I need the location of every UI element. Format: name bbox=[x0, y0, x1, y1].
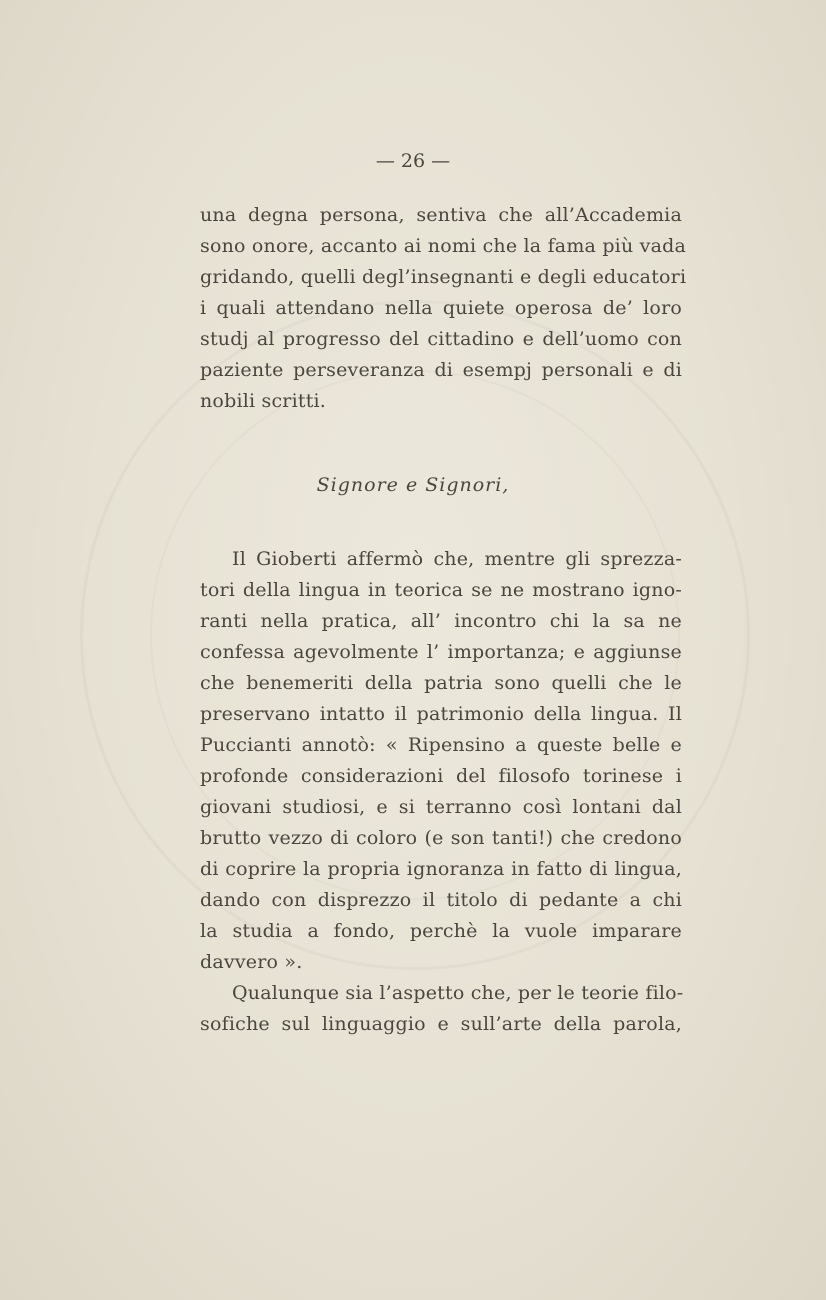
text-line: sono onore, accanto ai nomi che la fama più vada bbox=[200, 235, 686, 257]
text-line: giovani studiosi, e si terranno così lontani dal bbox=[200, 796, 682, 818]
text-line: paziente perseveranza di esempj personali e di bbox=[200, 359, 682, 381]
text-line: che benemeriti della patria sono quelli che le bbox=[200, 672, 682, 694]
text-line: studj al progresso del cittadino e dell’uomo con bbox=[200, 328, 682, 350]
text-line: nobili scritti. bbox=[200, 390, 327, 412]
page-number: — 26 — bbox=[375, 150, 451, 172]
text-line: i quali attendano nella quiete operosa de’ loro bbox=[200, 297, 682, 319]
text-line: ranti nella pratica, all’ incontro chi la sa ne bbox=[200, 610, 682, 632]
text-line: Il Gioberti affermò che, mentre gli sprezza- bbox=[232, 548, 682, 570]
text-line: la studia a fondo, perchè la vuole imparare bbox=[200, 920, 682, 942]
salutation-heading: Signore e Signori, bbox=[316, 474, 510, 496]
text-line: Puccianti annotò: « Ripensino a queste belle e bbox=[200, 734, 682, 756]
text-line: confessa agevolmente l’ importanza; e aggiunse bbox=[200, 641, 682, 663]
text-line: gridando, quelli degl’insegnanti e degli educatori bbox=[200, 266, 687, 288]
body-paragraphs bbox=[200, 544, 682, 1040]
text-line: profonde considerazioni del filosofo torinese i bbox=[200, 765, 682, 787]
text-line: sofiche sul linguaggio e sull’arte della parola, bbox=[200, 1013, 682, 1035]
paragraph-continued bbox=[200, 200, 687, 417]
text-line: dando con disprezzo il titolo di pedante a chi bbox=[200, 889, 682, 911]
text-line: davvero ». bbox=[200, 951, 303, 973]
text-line: una degna persona, sentiva che all’Accademia bbox=[200, 204, 682, 226]
text-line: tori della lingua in teorica se ne mostrano igno- bbox=[200, 579, 682, 601]
text-line: preservano intatto il patrimonio della lingua. Il bbox=[200, 703, 682, 725]
text-line: Qualunque sia l’aspetto che, per le teorie filo- bbox=[232, 982, 684, 1004]
text-line: brutto vezzo di coloro (e son tanti!) che credono bbox=[200, 827, 682, 849]
text-line: di coprire la propria ignoranza in fatto di lingua, bbox=[200, 858, 682, 880]
